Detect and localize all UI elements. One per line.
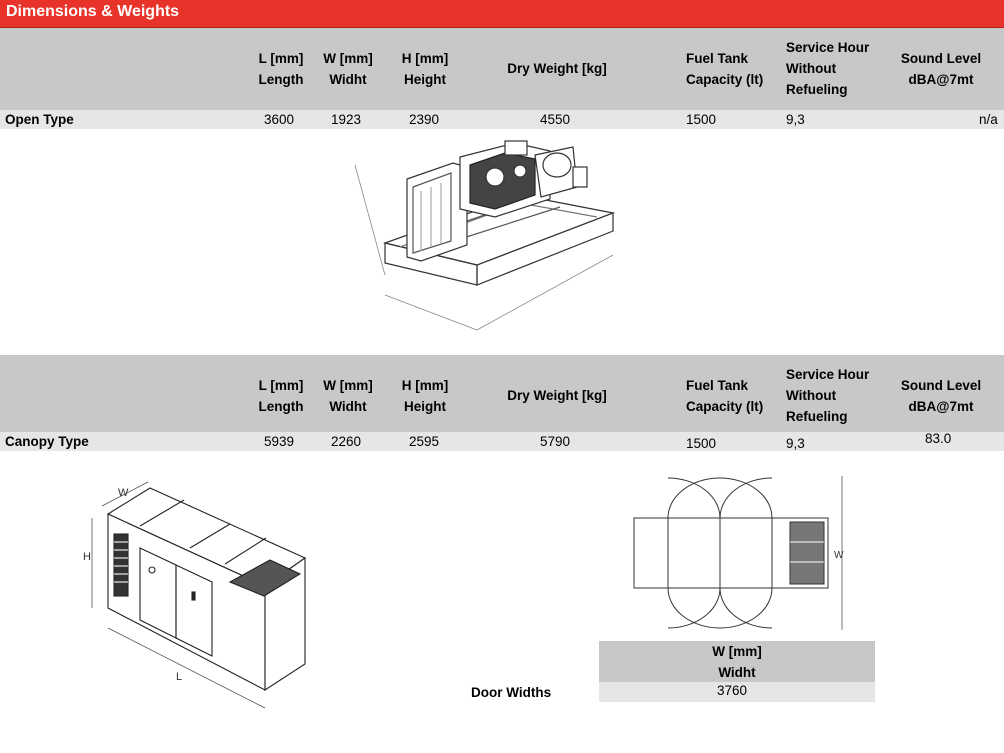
canopy-col-service-hour-line1: Service Hour	[786, 367, 870, 382]
canopy-col-height-header	[392, 375, 458, 417]
row-label-canopy-type: Canopy Type	[5, 434, 89, 449]
open-dry-weight-value: 4550	[540, 112, 571, 127]
canopy-dry-weight-value: 5790	[540, 434, 571, 449]
canopy-col-fuel-tank-header	[686, 375, 763, 417]
door-widths-row	[599, 682, 875, 702]
door-width-dim-letter: W	[834, 550, 844, 561]
canopy-width-value: 2260	[331, 434, 362, 449]
canopy-service-hour-value: 9,3	[786, 436, 805, 451]
col-service-hour-line3: Refueling	[786, 82, 848, 97]
col-length-unit: L [mm]	[258, 51, 304, 66]
canopy-height-value: 2595	[409, 434, 440, 449]
section-title: Dimensions & Weights	[6, 3, 180, 20]
col-width-header	[316, 48, 380, 90]
open-fuel-tank-value: 1500	[686, 112, 717, 127]
canopy-type-header	[0, 355, 1004, 437]
canopy-col-length-header	[252, 375, 310, 417]
canopy-col-sound-level-line1: Sound Level	[900, 378, 982, 393]
col-sound-level-line1: Sound Level	[900, 51, 982, 66]
col-fuel-tank-line1: Fuel Tank	[686, 51, 749, 66]
canopy-col-dry-weight-header: Dry Weight [kg]	[507, 388, 607, 403]
col-service-hour-line2: Without	[786, 61, 837, 76]
col-sound-level-line2: dBA@7mt	[908, 72, 974, 87]
canopy-col-fuel-tank-line1: Fuel Tank	[686, 378, 749, 393]
canopy-col-service-hour-header	[786, 364, 869, 427]
canopy-length-value: 5939	[264, 434, 295, 449]
open-service-hour-value: 9,3	[786, 112, 805, 127]
open-height-value: 2390	[409, 112, 440, 127]
door-width-label: Widht	[718, 665, 756, 680]
door-widths-label: Door Widths	[471, 685, 552, 700]
col-height-unit: H [mm]	[401, 51, 449, 66]
open-length-value: 3600	[264, 112, 295, 127]
canopy-length-dim-letter: L	[176, 671, 183, 683]
col-service-hour-header	[786, 37, 869, 100]
col-length-header	[252, 48, 310, 90]
canopy-col-width-header	[316, 375, 380, 417]
canopy-col-height-label: Height	[404, 399, 446, 414]
col-width-unit: W [mm]	[323, 51, 373, 66]
open-type-header	[0, 28, 1004, 110]
open-width-value: 1923	[331, 112, 362, 127]
canopy-col-service-hour-line2: Without	[786, 388, 837, 403]
col-fuel-tank-line2: Capacity (lt)	[686, 72, 764, 87]
canopy-fuel-tank-value: 1500	[686, 436, 717, 451]
col-length-label: Length	[258, 72, 304, 87]
col-height-header	[392, 48, 458, 90]
canopy-col-height-unit: H [mm]	[401, 378, 449, 393]
canopy-col-sound-level-header	[896, 375, 986, 417]
section-title-bar	[0, 0, 1004, 28]
open-type-row	[0, 110, 1004, 129]
door-widths-header	[599, 641, 875, 682]
door-widths-plan-drawing	[630, 470, 855, 632]
col-dry-weight-header: Dry Weight [kg]	[507, 61, 607, 76]
canopy-width-dim-letter: W	[118, 487, 129, 499]
canopy-col-length-unit: L [mm]	[258, 378, 304, 393]
canopy-type-row	[0, 432, 1004, 451]
row-label-open-type: Open Type	[5, 112, 74, 127]
canopy-col-width-unit: W [mm]	[323, 378, 373, 393]
canopy-col-width-label: Widht	[329, 399, 367, 414]
canopy-sound-level-value: 83.0	[925, 431, 952, 446]
canopy-col-length-label: Length	[258, 399, 304, 414]
open-type-generator-drawing	[345, 135, 630, 340]
door-width-value: 3760	[717, 683, 748, 698]
col-sound-level-header	[896, 48, 986, 90]
col-service-hour-line1: Service Hour	[786, 40, 870, 55]
col-width-label: Widht	[329, 72, 367, 87]
canopy-col-service-hour-line3: Refueling	[786, 409, 848, 424]
door-width-header-cell	[599, 641, 875, 683]
canopy-generator-drawing	[80, 478, 320, 723]
open-sound-level-value: n/a	[979, 112, 998, 127]
canopy-col-sound-level-line2: dBA@7mt	[908, 399, 974, 414]
canopy-col-fuel-tank-line2: Capacity (lt)	[686, 399, 764, 414]
canopy-height-dim-letter: H	[83, 551, 91, 563]
door-width-unit: W [mm]	[712, 644, 762, 659]
col-fuel-tank-header	[686, 48, 763, 90]
col-height-label: Height	[404, 72, 446, 87]
